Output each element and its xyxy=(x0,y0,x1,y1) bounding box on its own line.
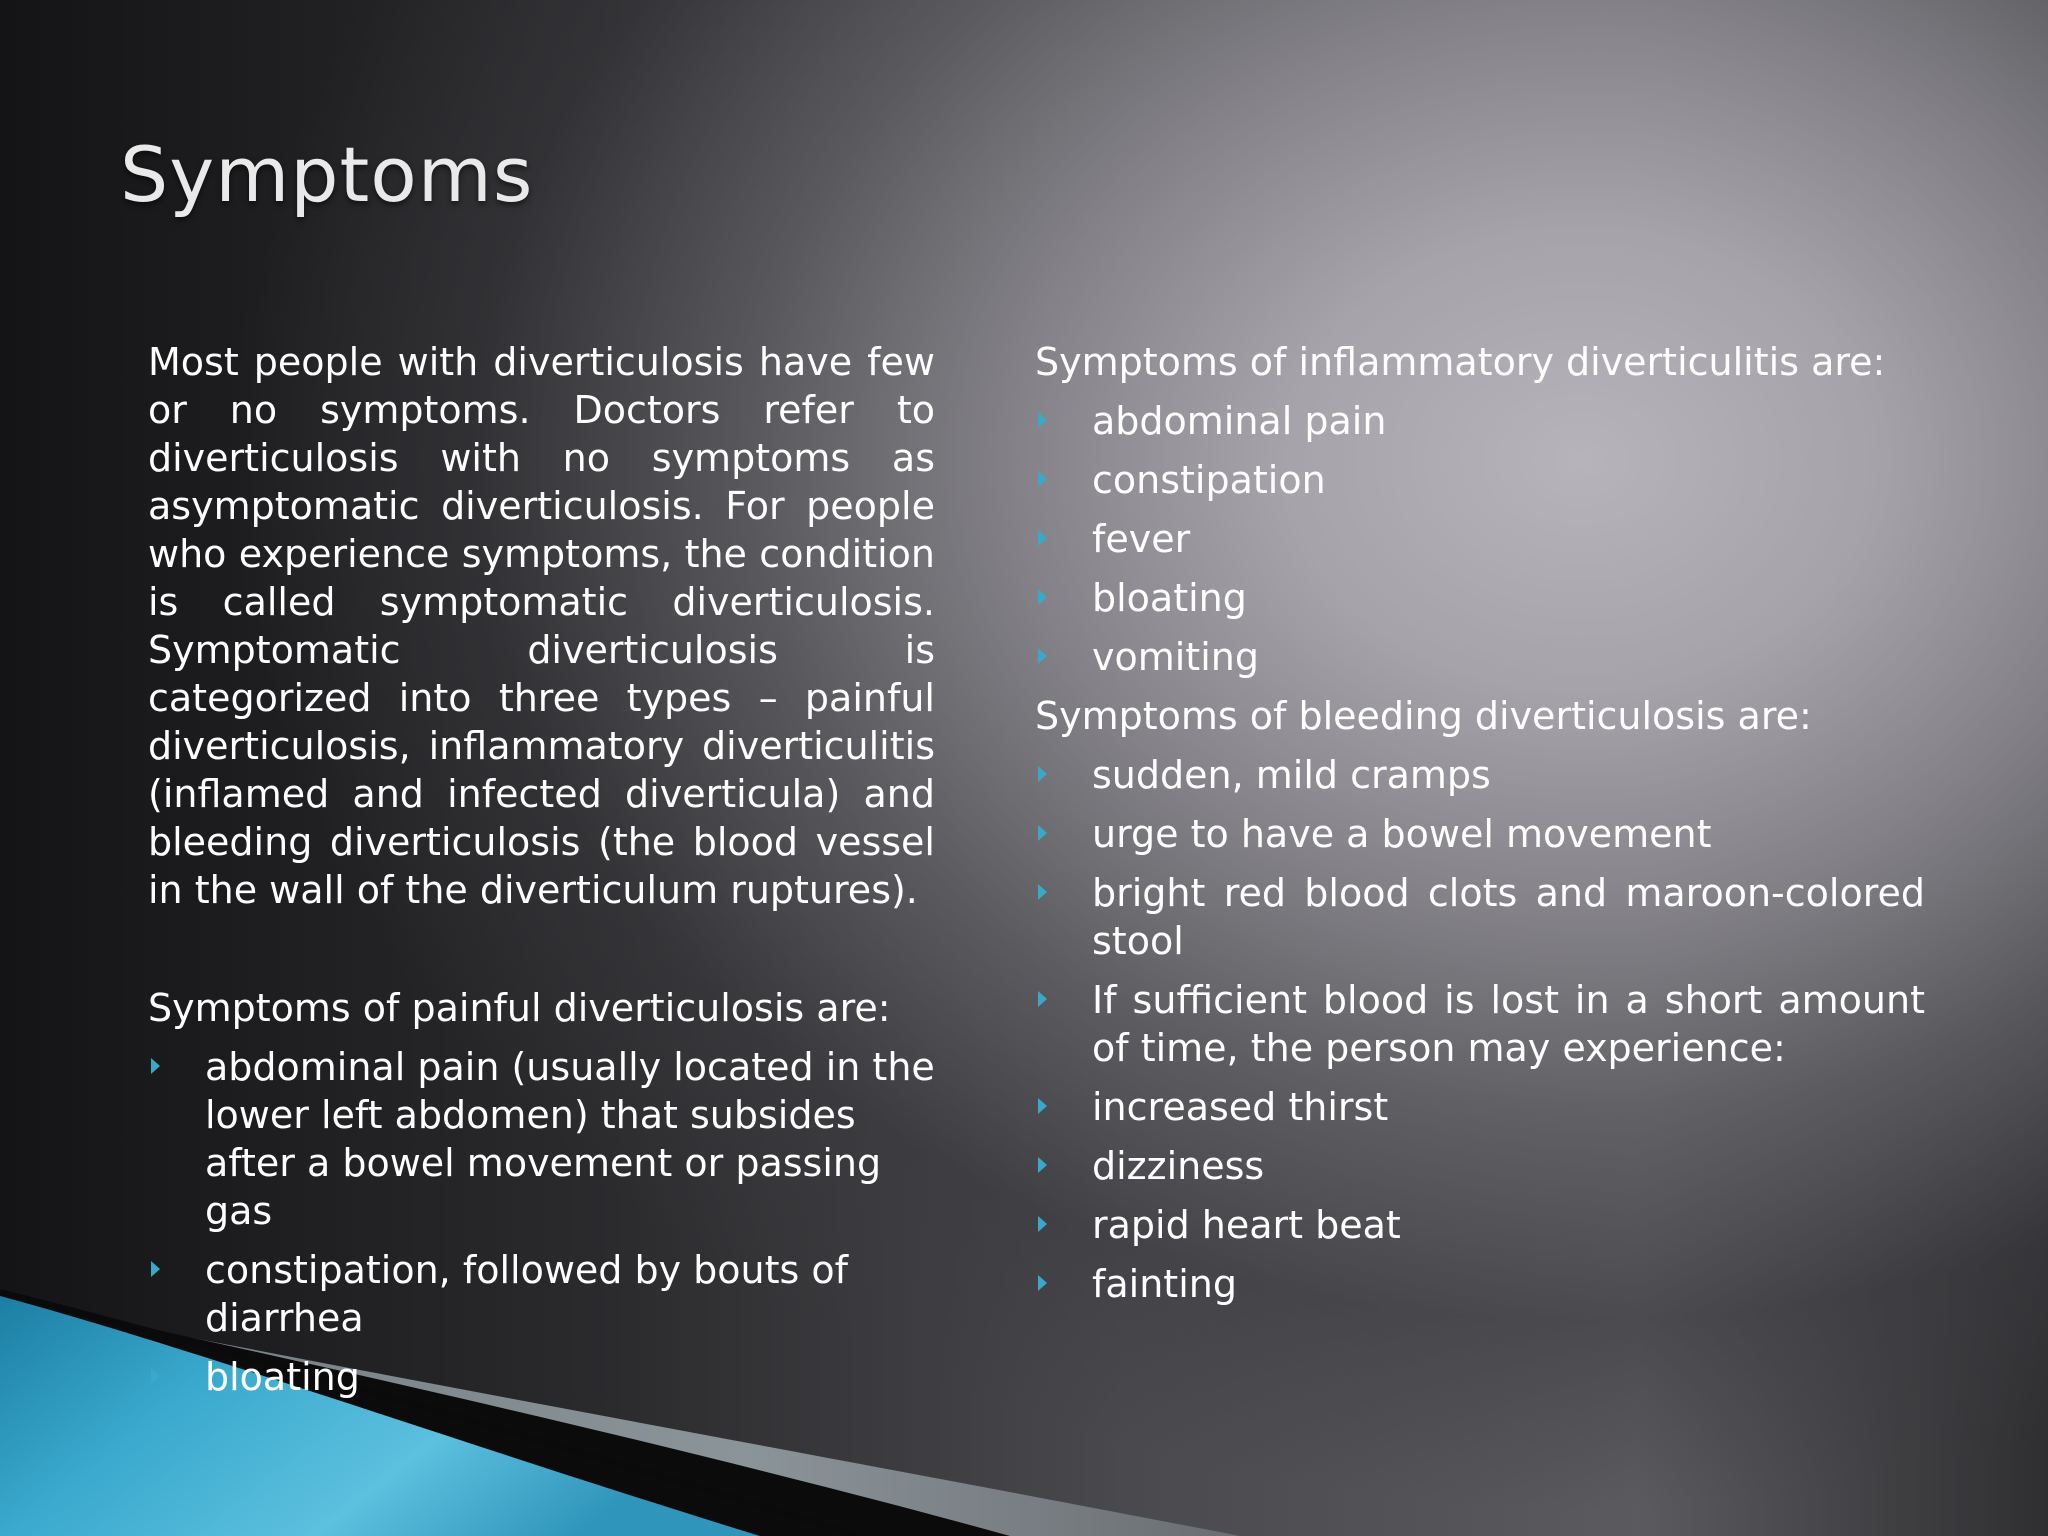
list-item xyxy=(1035,976,1925,1072)
right-triangle-bullet-icon xyxy=(1038,991,1047,1007)
right-column xyxy=(1035,338,1925,1319)
list-item xyxy=(1035,1201,1925,1249)
list-item-text: vomiting xyxy=(1092,635,1259,679)
list-item xyxy=(1035,515,1925,563)
list-item xyxy=(148,1246,935,1342)
right-triangle-bullet-icon xyxy=(1038,884,1047,900)
right-triangle-bullet-icon xyxy=(151,1058,160,1074)
list-item-text: abdominal pain xyxy=(1092,399,1387,443)
list-item xyxy=(148,1353,935,1401)
list-item xyxy=(1035,1260,1925,1308)
list-item xyxy=(1035,574,1925,622)
right-triangle-bullet-icon xyxy=(151,1261,160,1277)
bleeding-symptom-list xyxy=(1035,751,1925,1308)
list-item-text: sudden, mild cramps xyxy=(1092,753,1491,797)
list-item-text: bloating xyxy=(205,1355,360,1399)
right-triangle-bullet-icon xyxy=(1038,471,1047,487)
right-triangle-bullet-icon xyxy=(151,1368,160,1384)
intro-paragraph: Most people with diverticulosis have few or no symptoms. Doctors refer to diverticulosis with no symptoms as asymptomatic diverticulosis. For people who experience symptoms, the condition is called symptomatic diverticulosis. Symptomatic diverticulosis is categorized into three types – painful diverticulosis, inflammatory diverticulitis (inflamed and infected diverticula) and bleeding diverticulosis (the blood vessel in the wall of the diverticulum ruptures). xyxy=(148,340,935,912)
list-item-text: bloating xyxy=(1092,576,1247,620)
list-item-text: constipation, followed by bouts of diarrhea xyxy=(205,1248,849,1340)
inflammatory-heading: Symptoms of inflammatory diverticulitis are: xyxy=(1035,340,1886,384)
list-item-text: abdominal pain (usually located in the lower left abdomen) that subsides after a bowel movement or passing gas xyxy=(205,1045,935,1233)
list-item xyxy=(1035,1142,1925,1190)
painful-symptom-list xyxy=(148,1043,935,1401)
list-item xyxy=(1035,633,1925,681)
list-item-text: rapid heart beat xyxy=(1092,1203,1401,1247)
right-triangle-bullet-icon xyxy=(1038,1157,1047,1173)
list-item-text: constipation xyxy=(1092,458,1326,502)
right-triangle-bullet-icon xyxy=(1038,1216,1047,1232)
list-item-text: If sufficient blood is lost in a short amount of time, the person may experience: xyxy=(1092,978,1925,1070)
list-item-text: dizziness xyxy=(1092,1144,1265,1188)
list-item xyxy=(1035,397,1925,445)
list-item xyxy=(148,1043,935,1235)
inflammatory-symptom-list xyxy=(1035,397,1925,681)
list-item-text: fever xyxy=(1092,517,1191,561)
right-triangle-bullet-icon xyxy=(1038,1098,1047,1114)
list-item xyxy=(1035,1083,1925,1131)
left-column xyxy=(148,338,935,1412)
bleeding-heading: Symptoms of bleeding diverticulosis are: xyxy=(1035,694,1812,738)
painful-heading: Symptoms of painful diverticulosis are: xyxy=(148,986,891,1030)
slide-title: Symptoms xyxy=(120,130,534,219)
list-item xyxy=(1035,810,1925,858)
right-triangle-bullet-icon xyxy=(1038,412,1047,428)
list-item xyxy=(1035,456,1925,504)
list-item-text: urge to have a bowel movement xyxy=(1092,812,1712,856)
list-item-text: fainting xyxy=(1092,1262,1237,1306)
list-item-text: increased thirst xyxy=(1092,1085,1389,1129)
right-triangle-bullet-icon xyxy=(1038,1275,1047,1291)
right-triangle-bullet-icon xyxy=(1038,648,1047,664)
right-triangle-bullet-icon xyxy=(1038,766,1047,782)
list-item xyxy=(1035,869,1925,965)
list-item-text: bright red blood clots and maroon-colored stool xyxy=(1092,871,1925,963)
right-triangle-bullet-icon xyxy=(1038,589,1047,605)
right-triangle-bullet-icon xyxy=(1038,825,1047,841)
right-triangle-bullet-icon xyxy=(1038,530,1047,546)
list-item xyxy=(1035,751,1925,799)
spacer xyxy=(148,914,935,984)
